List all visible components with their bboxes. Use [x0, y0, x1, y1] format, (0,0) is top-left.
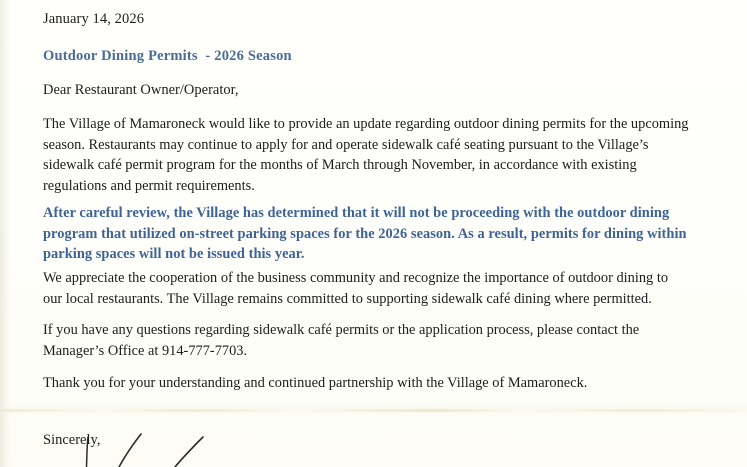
letter-heading: Outdoor Dining Permits - 2026 Season — [43, 48, 292, 64]
scan-fold-shadow — [0, 404, 747, 416]
paragraph-line: regulations and permit requirements. — [43, 177, 255, 194]
paragraph-update — [43, 114, 715, 196]
paragraph-appreciation — [43, 268, 715, 309]
paragraph-line: parking spaces will not be issued this year. — [43, 246, 305, 262]
paragraph-line: our local restaurants. The Village remains committed to supporting sidewalk café dining where permitted. — [43, 290, 652, 307]
letter-date: January 14, 2026 — [43, 11, 145, 27]
paragraph-contact — [43, 320, 715, 361]
paragraph-line: sidewalk café permit program for the months of March through November, in accordance with existing — [43, 157, 637, 173]
paragraph-line: program that utilized on-street parking spaces for the 2026 season. As a result, permits for dining within — [43, 225, 687, 242]
paragraph-determination-notice — [43, 203, 715, 265]
letter-salutation: Dear Restaurant Owner/Operator, — [43, 82, 239, 98]
scan-fold-line — [0, 409, 747, 412]
paragraph-line: Thank you for your understanding and continued partnership with the Village of Mamaroneck. — [43, 375, 588, 391]
paragraph-line: We appreciate the cooperation of the business community and recognize the importance of outdoor dining to — [43, 270, 669, 286]
letter-closing: Sincerely, — [43, 432, 101, 448]
paragraph-line: After careful review, the Village has determined that it will not be proceeding with the outdoor dining — [43, 205, 670, 221]
paragraph-line: season. Restaurants may continue to apply for and operate sidewalk café seating pursuant to the Village’s — [43, 136, 649, 153]
paragraph-thanks — [43, 373, 715, 394]
paragraph-line: If you have any questions regarding sidewalk café permits or the application process, please contact the — [43, 322, 640, 338]
handwritten-signature — [80, 428, 300, 467]
scan-edge-artifact — [0, 0, 10, 467]
signature-strokes-icon — [80, 428, 300, 467]
paragraph-line: Manager’s Office at 914-777-7703. — [43, 342, 248, 359]
paragraph-line: The Village of Mamaroneck would like to provide an update regarding outdoor dining permits for the upcoming — [43, 116, 689, 132]
